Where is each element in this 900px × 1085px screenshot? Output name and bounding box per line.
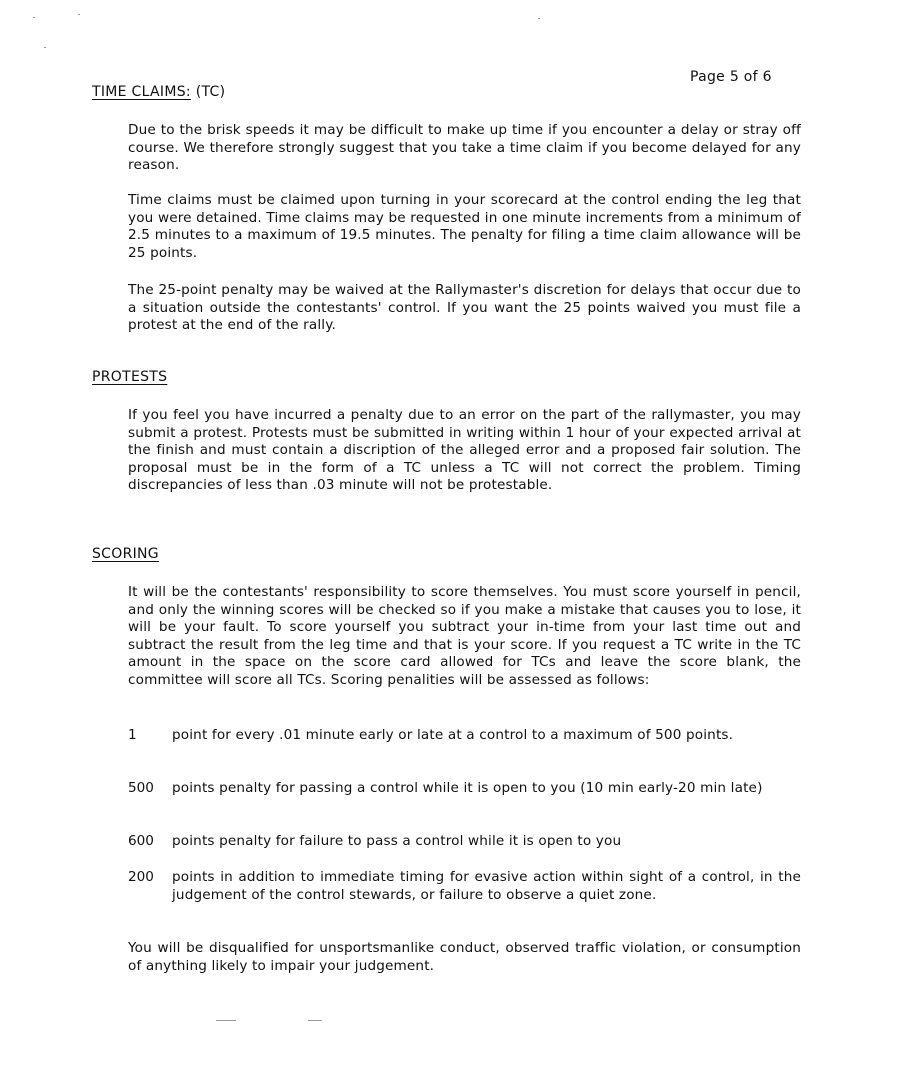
scan-speck (78, 14, 80, 15)
disqualification-paragraph: You will be disqualified for unsportsmanlike conduct, observed traffic violation, or consumption of anything likely to impair your judgement. (128, 940, 801, 974)
scan-speck (308, 1020, 322, 1021)
penalty-points: 600 (128, 833, 154, 849)
scoring-intro-paragraph: It will be the contestants' responsibility to score themselves. You must score yourself in pencil, and only the winning scores will be checked so if you make a mistake that causes you to lose, it will be your fault. To score yourself you subtract your in-time from your last time out and subtract the result from the leg time and that is your score. If you request a TC write in the TC amount in the space on the score card allowed for TCs and leave the score blank, the committee will score all TCs. Scoring penalities will be assessed as follows: (128, 584, 801, 688)
penalty-points: 1 (128, 727, 137, 743)
time-claims-paragraph-2: Time claims must be claimed upon turning in your scorecard at the control ending the leg that you were detained. Time claims may be requested in one minute increments from a minimum of 2.5 minutes to a maximum of 19.5 minutes. The penalty for filing a time claim allowance will be 25 points. (128, 192, 801, 261)
protests-paragraph: If you feel you have incurred a penalty due to an error on the part of the rallymaster, you may submit a protest. Protests must be submitted in writing within 1 hour of your expected arrival at the finish and must contain a discription of the alleged error and a proposed fair solution. The proposal must be in the form of a TC unless a TC will not correct the problem. Timing discrepancies of less than .03 minute will not be protestable. (128, 407, 801, 494)
penalty-description: points penalty for passing a control while it is open to you (10 min early-20 min late) (172, 780, 763, 796)
time-claims-heading-suffix: (TC) (195, 84, 226, 100)
scoring-heading (92, 546, 159, 562)
scan-speck (538, 18, 540, 19)
scan-speck (33, 17, 35, 18)
scan-speck (216, 1020, 236, 1021)
penalty-description: points penalty for failure to pass a control while it is open to you (172, 833, 622, 849)
penalty-points: 500 (128, 780, 154, 796)
scoring-heading-label: SCORING (92, 546, 159, 562)
penalty-description: points in addition to immediate timing for evasive action within sight of a control, in the judgement of the control stewards, or failure to observe a quiet zone. (172, 869, 801, 903)
penalty-points: 200 (128, 869, 154, 885)
protests-heading (92, 369, 167, 385)
time-claims-paragraph-3: The 25-point penalty may be waived at the Rallymaster's discretion for delays that occur due to a situation outside the contestants' control. If you want the 25 points waived you must file a protest at the end of the rally. (128, 282, 801, 334)
page-number: Page 5 of 6 (690, 69, 772, 85)
time-claims-paragraph-1: Due to the brisk speeds it may be difficult to make up time if you encounter a delay or stray off course. We therefore strongly suggest that you take a time claim if you become delayed for any reason. (128, 122, 801, 174)
penalty-description: point for every .01 minute early or late at a control to a maximum of 500 points. (172, 727, 734, 743)
scan-speck (44, 47, 46, 48)
time-claims-heading (92, 84, 225, 100)
time-claims-heading-label: TIME CLAIMS: (92, 84, 191, 100)
protests-heading-label: PROTESTS (92, 369, 168, 385)
